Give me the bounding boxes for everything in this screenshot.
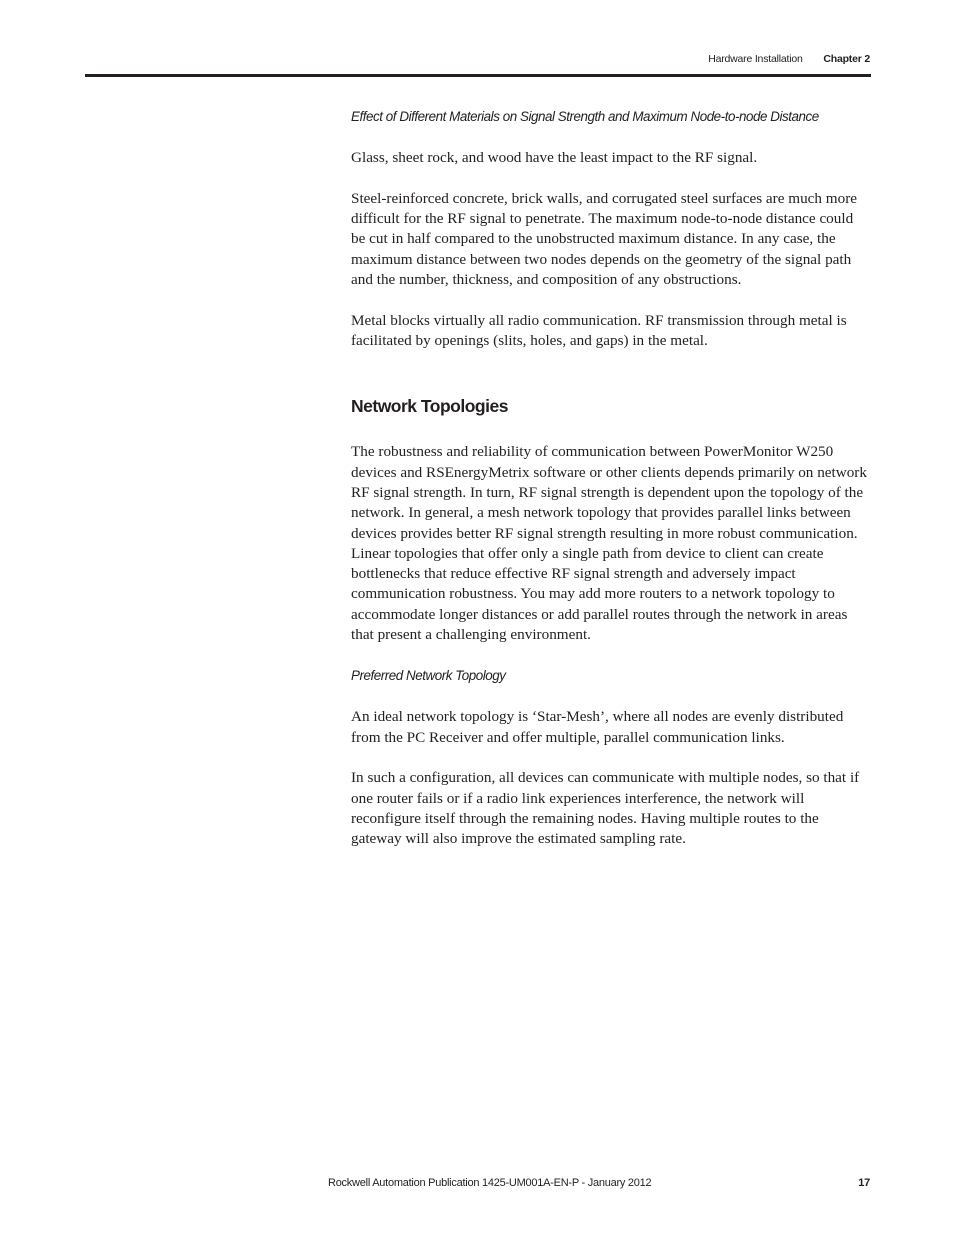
page-number: 17 <box>858 1177 870 1189</box>
paragraph-materials-2: Steel-reinforced concrete, brick walls, and corrugated steel surfaces are much more difficult for the RF signal to penetrate. The maximum node-to-node distance could be cut in half compared to the unobstructed maximum distance. In any case, the maximum distance between two nodes depends on the geometry of the signal path and the number, thickness, and composition of any obstructions. <box>351 189 858 288</box>
paragraph-preferred-1: An ideal network topology is ‘Star-Mesh’, where all nodes are evenly distributed from the PC Receiver and offer multiple, parallel communication links. <box>351 708 844 746</box>
main-content <box>351 107 871 870</box>
heading-network-topologies: Network Topologies <box>351 396 508 417</box>
footer-publication: Rockwell Automation Publication 1425-UM001A-EN-P - January 2012 <box>328 1177 652 1189</box>
paragraph-topologies: The robustness and reliability of communication between PowerMonitor W250 devices and RSEnergyMetrix software or other clients depends primarily on network RF signal strength. In turn, RF signal strength is dependent upon the topology of the network. In general, a mesh network topology that provides parallel links between devices provides better RF signal strength resulting in more robust communication. Linear topologies that offer only a single path from device to client can create bottlenecks that reduce effective RF signal strength and adversely impact communication robustness. You may add more routers to a network topology to accommodate longer distances or add parallel routes through the network in areas that present a challenging environment. <box>351 443 867 644</box>
subheading-preferred-topology: Preferred Network Topology <box>351 668 506 684</box>
header-section-title: Hardware Installation <box>708 53 803 65</box>
paragraph-materials-1: Glass, sheet rock, and wood have the least impact to the RF signal. <box>351 149 758 166</box>
paragraph-materials-3: Metal blocks virtually all radio communication. RF transmission through metal is facilitated by openings (slits, holes, and gaps) in the metal. <box>351 311 847 350</box>
header-divider <box>85 74 871 77</box>
paragraph-preferred-2: In such a configuration, all devices can communicate with multiple nodes, so that if one router fails or if a radio link experiences interference, the network will reconfigure itself through the remaining nodes. Having multiple routes to the gateway will also improve the estimated sampling rate. <box>351 769 860 848</box>
running-header <box>708 53 870 65</box>
header-chapter-label: Chapter 2 <box>823 53 870 65</box>
subheading-materials: Effect of Different Materials on Signal Strength and Maximum Node-to-node Distance <box>351 109 819 124</box>
